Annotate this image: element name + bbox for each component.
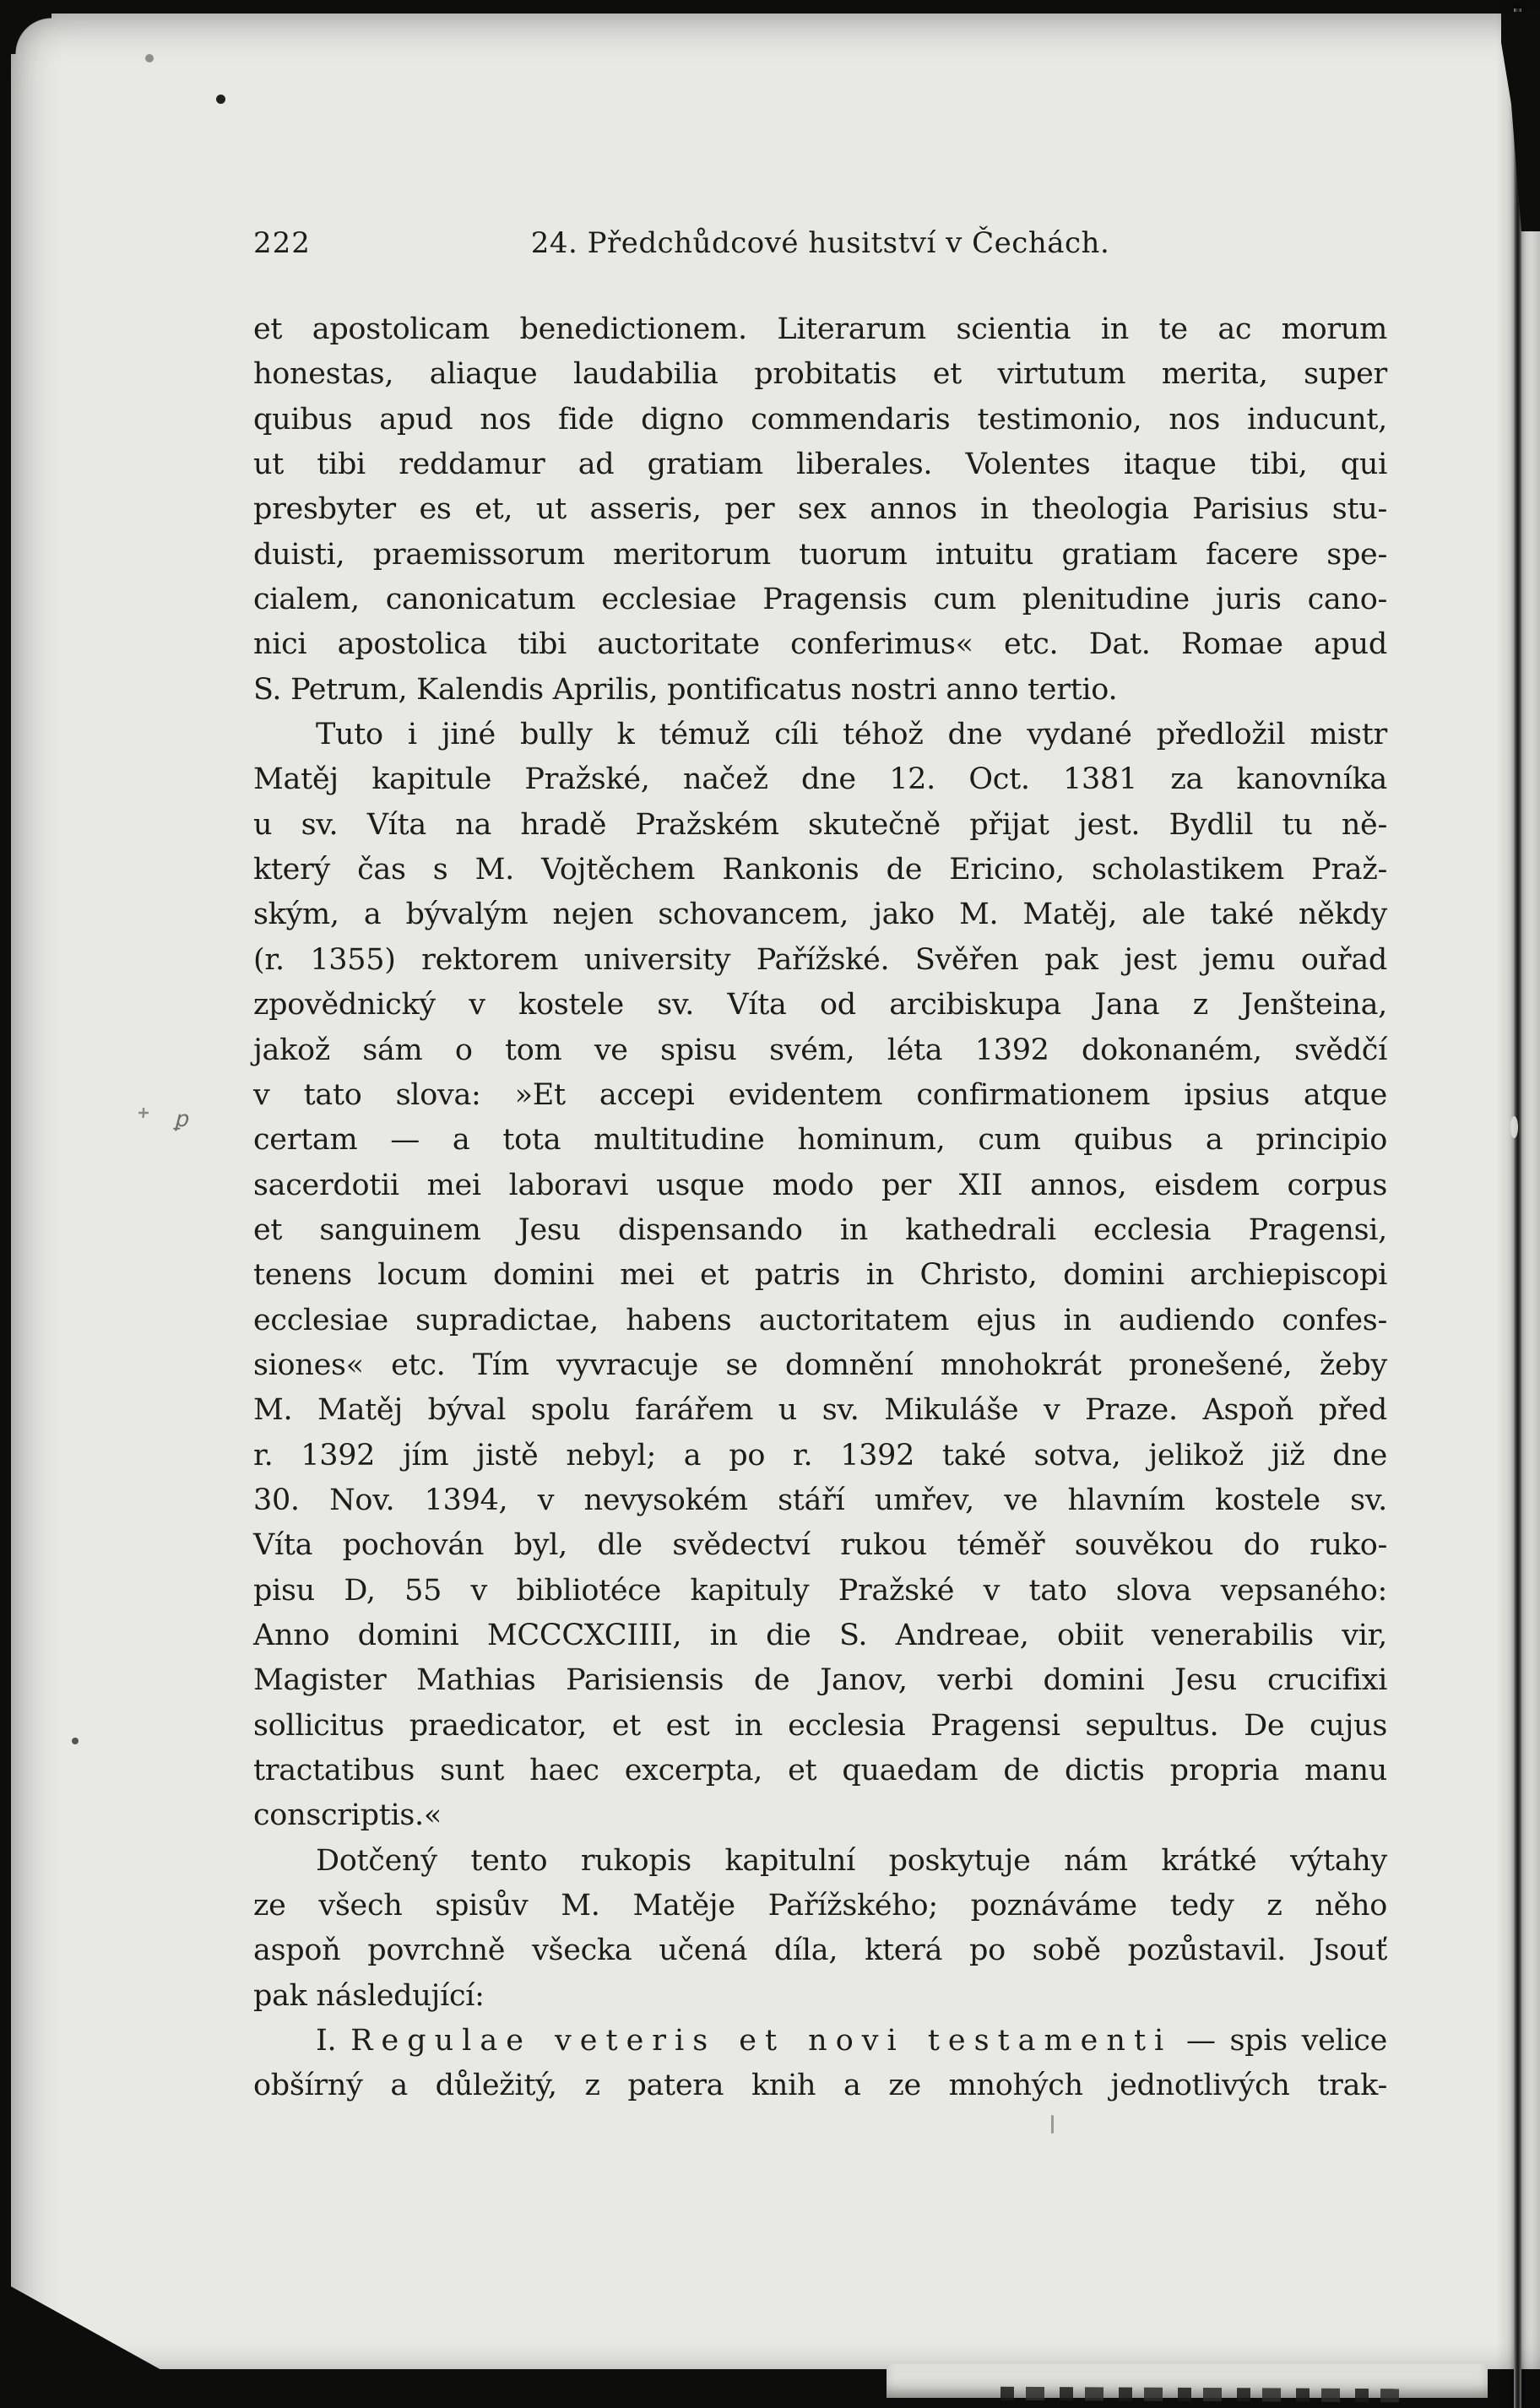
text-line: et apostolicam benedictionem. Literarum scientia in te ac morum bbox=[253, 312, 1387, 346]
text-line: tractatibus sunt haec excerpta, et quaedam de dictis propria manu bbox=[253, 1754, 1387, 1787]
text-line: sollicitus praedicator, et est in ecclesia Pragensi sepultus. De cujus bbox=[253, 1708, 1387, 1743]
text-line: cialem, canonicatum ecclesiae Pragensis cum plenitudine juris cano- bbox=[253, 583, 1387, 617]
text-line: Dotčený tento rukopis kapitulní poskytuje nám krátké výtahy bbox=[316, 1843, 1387, 1878]
text-line: conscriptis.« bbox=[253, 1798, 442, 1833]
text-line: quibus apud nos fide digno commendaris testimonio, nos inducunt, bbox=[253, 402, 1387, 437]
text-line: ut tibi reddamur ad gratiam liberales. Volentes itaque tibi, qui bbox=[253, 447, 1387, 482]
body-text bbox=[253, 307, 1387, 2109]
text-line: Tuto i jiné bully k témuž cíli téhož dne vydané předložil mistr bbox=[316, 718, 1387, 752]
text-line: obšírný a důležitý, z patera knih a ze mnohých jednotlivých trak- bbox=[253, 2069, 1387, 2103]
running-title: 24. Předchůdcové husitství v Čechách. bbox=[530, 226, 1110, 260]
text-line: nici apostolica tibi auctoritate conferimus« etc. Dat. Romae apud bbox=[253, 627, 1387, 662]
text-line: sacerdotii mei laboravi usque modo per XII annos, eisdem corpus bbox=[253, 1168, 1387, 1202]
scan-speck bbox=[1051, 2115, 1054, 2134]
text-line: jakož sám o tom ve spisu svém, léta 1392 dokonaném, svědčí bbox=[253, 1033, 1387, 1067]
text-line: r. 1392 jím jistě nebyl; a po r. 1392 také sotva, jelikož již dne bbox=[253, 1438, 1387, 1472]
margin-mark: ꝑ bbox=[174, 1107, 188, 1132]
text-line: presbyter es et, ut asseris, per sex annos in theologia Parisius stu- bbox=[253, 492, 1387, 527]
text-line: duisti, praemissorum meritorum tuorum intuitu gratiam facere spe- bbox=[253, 537, 1387, 572]
text-line: Anno domini MCCCXCIIII, in die S. Andreae, obiit venerabilis vir, bbox=[253, 1618, 1387, 1652]
text-line: v tato slova: »Et accepi evidentem confirmationem ipsius atque bbox=[253, 1077, 1387, 1112]
text-line: honestas, aliaque laudabilia probitatis et virtutum merita, super bbox=[253, 357, 1387, 392]
text-line: et sanguinem Jesu dispensando in kathedrali ecclesia Pragensi, bbox=[253, 1212, 1387, 1247]
text-line: (r. 1355) rektorem university Pařížské. Svěřen pak jest jemu ouřad bbox=[253, 942, 1387, 977]
text-line: zpovědnický v kostele sv. Víta od arcibiskupa Jana z Jenšteina, bbox=[253, 988, 1387, 1022]
gutter-line-notch bbox=[1510, 1116, 1518, 1138]
scan-speck bbox=[72, 1738, 79, 1744]
text-line: 30. Nov. 1394, v nevysokém stáří umřev, ve hlavním kostele sv. bbox=[253, 1483, 1387, 1517]
text-line: I. Regulae veteris et novi testamenti — spis velice bbox=[316, 2024, 1387, 2058]
text-line: certam — a tota multitudine hominum, cum quibus a principio bbox=[253, 1123, 1387, 1158]
text-line: tenens locum domini mei et patris in Christo, domini archiepiscopi bbox=[253, 1258, 1387, 1293]
scan-bottom-marks bbox=[1000, 2387, 1404, 2403]
text-line: ecclesiae supradictae, habens auctoritatem ejus in audiendo confes- bbox=[253, 1303, 1387, 1337]
text-line: Magister Mathias Parisiensis de Janov, verbi domini Jesu crucifixi bbox=[253, 1663, 1387, 1698]
text-line: M. Matěj býval spolu farářem u sv. Mikuláše v Praze. Aspoň před bbox=[253, 1393, 1387, 1428]
text-line: Matěj kapitule Pražské, načež dne 12. Oct. 1381 za kanovníka bbox=[253, 762, 1387, 797]
text-line: pak následující: bbox=[253, 1978, 485, 2013]
text-line: S. Petrum, Kalendis Aprilis, pontificatus nostri anno tertio. bbox=[253, 672, 1118, 707]
text-line: ským, a bývalým nejen schovancem, jako M. Matěj, ale také někdy bbox=[253, 898, 1387, 932]
page-header bbox=[253, 226, 1387, 268]
page-number: 222 bbox=[253, 226, 311, 260]
text-line: pisu D, 55 v bibliotéce kapituly Pražské v tato slova vepsaného: bbox=[253, 1573, 1387, 1608]
text-line: Víta pochován byl, dle svědectví rukou téměř souvěkou do ruko- bbox=[253, 1528, 1387, 1563]
scan-corner bbox=[11, 14, 52, 54]
text-line: u sv. Víta na hradě Pražském skutečně přijat jest. Bydlil tu ně- bbox=[253, 807, 1387, 842]
text-line: který čas s M. Vojtěchem Rankonis de Ericino, scholastikem Praž- bbox=[253, 853, 1387, 887]
text-line: siones« etc. Tím vyvracuje se domnění mnohokrát pronešené, žeby bbox=[253, 1348, 1387, 1382]
text-line: aspoň povrchně všecka učená díla, která po sobě pozůstavil. Jsouť bbox=[253, 1933, 1387, 1968]
text-line: ze všech spisův M. Matěje Pařížského; poznáváme tedy z něho bbox=[253, 1889, 1387, 1923]
book-gutter-line bbox=[1514, 8, 1521, 2408]
scan-speck bbox=[216, 95, 225, 104]
scan-speck bbox=[145, 54, 154, 62]
